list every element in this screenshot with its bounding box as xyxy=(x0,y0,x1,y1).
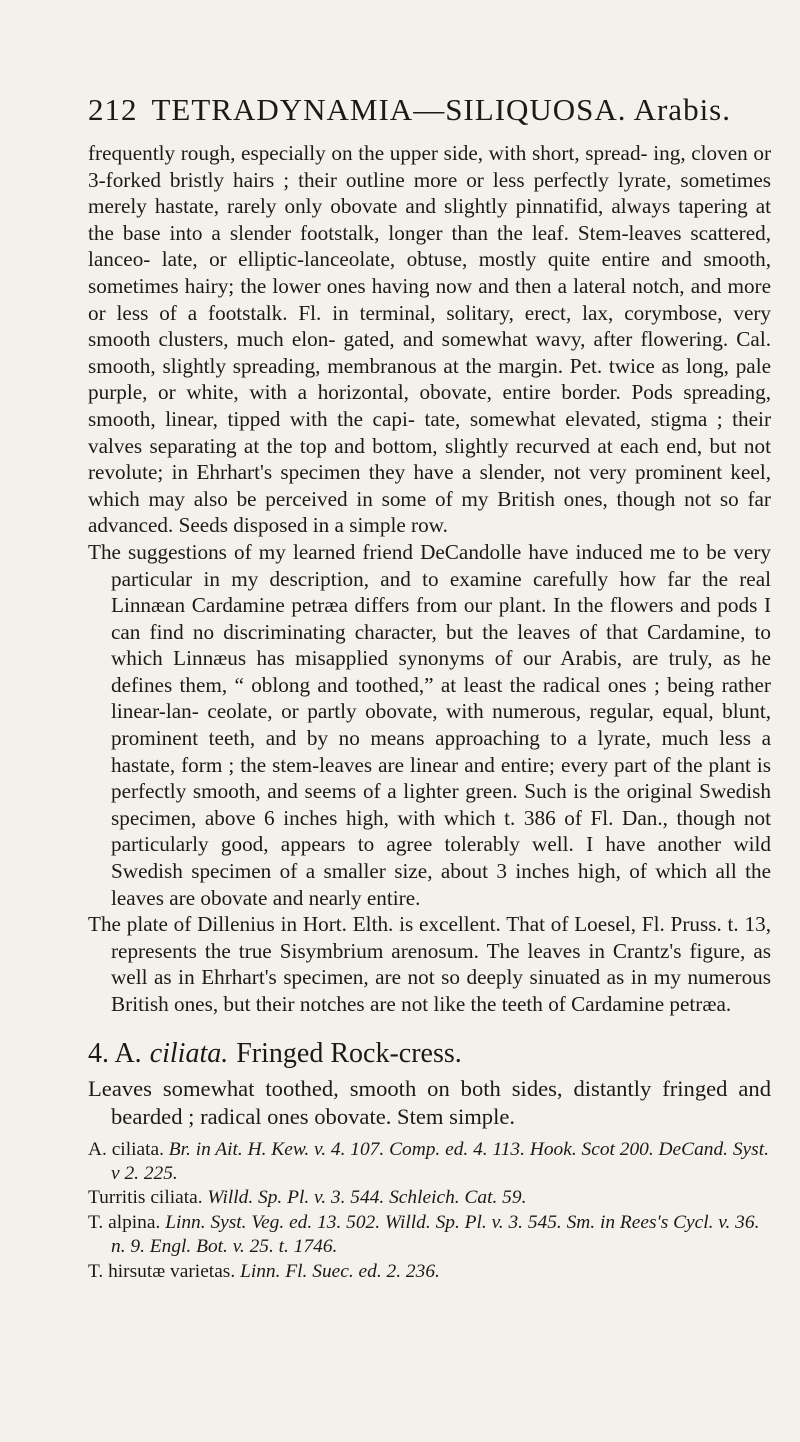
line: tate, somewhat elevated, stigma ; their valves separating at the xyxy=(88,406,772,458)
line: The plate of Dillenius in Hort. Elth. is excellent. That of Loesel, xyxy=(88,912,637,937)
line: long, pale purple, or white, with a horizontal, obovate, entire xyxy=(88,353,771,405)
line: the leaves of that Cardamine, to which Linnæus has misapplied xyxy=(111,619,772,671)
line: not so deeply sinuated as in my numerous British ones, but their xyxy=(111,965,772,1016)
synonym-entry xyxy=(88,1260,771,1284)
synonym-entry xyxy=(88,1138,771,1187)
synonym-reference: Willd. Sp. Pl. v. 3. 544. Schleich. Cat. 59. xyxy=(207,1187,527,1209)
running-header xyxy=(88,92,768,128)
line: ing, cloven or 3-forked bristly hairs ; their outline more or less xyxy=(88,141,772,192)
line: appears to agree tolerably well. I have another wild Swedish xyxy=(111,832,772,884)
line: The suggestions of my learned friend DeCandolle have induced me xyxy=(88,539,676,564)
synonym-entry xyxy=(88,1186,771,1210)
synonym-reference: Br. in Ait. H. Kew. v. 4. 107. Comp. ed. 4. 113. Hook. Scot 200. DeCand. Syst. v 2. 225. xyxy=(111,1138,769,1184)
synonym-name: T. alpina. xyxy=(88,1211,161,1233)
line: slightly spreading, membranous at the margin. Pet. twice as xyxy=(162,353,680,378)
line: perfectly lyrate, sometimes merely hastate, rarely only obovate xyxy=(88,167,771,219)
synonym-reference: Linn. Fl. Suec. ed. 2. 236. xyxy=(240,1260,440,1282)
page-number: 212 xyxy=(88,92,138,127)
line: leaves are obovate and nearly entire. xyxy=(111,885,421,910)
paragraph-decandolle-notes xyxy=(88,539,771,911)
line: gated, and somewhat wavy, after flowering. Cal. smooth, xyxy=(88,327,772,378)
line: to be very particular in my description, and to examine carefully xyxy=(111,539,771,591)
line: smooth, sometimes hairy; the lower ones having now and then xyxy=(88,247,772,298)
line: leaves in Crantz's figure, as well as in Ehrhart's specimen, are xyxy=(111,938,771,990)
synonym-entry xyxy=(88,1211,771,1260)
species-common-name: Fringed Rock-cress. xyxy=(236,1037,462,1069)
synonym-name: T. hirsutæ varietas. xyxy=(88,1260,236,1282)
line: high, with which t. 386 of Fl. Dan., though not particularly good, xyxy=(111,805,772,857)
line: and slightly pinnatifid, always tapering at the base into a slender xyxy=(88,194,772,245)
line: green. Such is the original Swedish specimen, above 6 inches xyxy=(111,779,771,830)
species-number: 4. A. xyxy=(88,1037,142,1069)
line: every part of the plant is perfectly smooth, and seems of a lighter xyxy=(111,752,772,804)
running-title: TETRADYNAMIA—SILIQUOSA. Arabis. xyxy=(151,92,731,127)
line: top and bottom, slightly recurved at each end, but not revolute; xyxy=(88,433,771,485)
line: late, or elliptic-lanceolate, obtuse, mostly quite entire and xyxy=(161,247,692,272)
line: solitary, erect, lax, corymbose, very smooth clusters, much elon- xyxy=(88,300,772,352)
text-body xyxy=(88,140,771,1284)
line: footstalk, longer than the leaf. Stem-leaves scattered, lanceo- xyxy=(88,220,771,272)
paragraph-description xyxy=(88,140,771,539)
species-diagnosis: Leaves somewhat toothed, smooth on both sides, distantly fringed and bearded ; radical ones obovate. Stem simple. xyxy=(88,1075,771,1130)
line: notches are not like the teeth of Cardamine petræa. xyxy=(299,992,732,1016)
line: a lateral notch, and more or less of a footstalk. Fl. in terminal, xyxy=(88,273,772,325)
line: in Ehrhart's specimen they have a slender, not very prominent xyxy=(171,460,723,485)
line: keel, which may also be perceived in some of my British ones, xyxy=(88,460,772,511)
line: and toothed,” at least the radical ones ; being rather linear-lan- xyxy=(111,672,771,724)
line: Fl. Pruss. t. 13, represents the true Sisymbrium arenosum. The xyxy=(111,912,771,963)
line: specimen of a smaller size, about 3 inches high, of which all the xyxy=(191,859,771,884)
line: ceolate, or partly obovate, with numerous, regular, equal, blunt, xyxy=(207,699,771,724)
synonym-name: A. ciliata. xyxy=(88,1138,164,1160)
synonym-reference: Linn. Syst. Veg. ed. 13. 502. Willd. Sp. Pl. v. 3. 545. Sm. in Rees's Cycl. v. 36. n. 9. Engl. Bot. v. 25. t. 1746. xyxy=(111,1211,760,1258)
line: synonyms of our Arabis, are truly, as he defines them, “ oblong xyxy=(111,646,771,697)
line: border. Pods spreading, smooth, linear, tipped with the capi- xyxy=(88,380,772,431)
paragraph-plates-notes xyxy=(88,911,771,1017)
line: frequently rough, especially on the upper side, with short, spread- xyxy=(88,141,648,165)
species-heading xyxy=(88,1037,771,1071)
species-latin-name: ciliata. xyxy=(149,1037,229,1069)
line: prominent teeth, and by no means approaching to a lyrate, much xyxy=(111,726,709,751)
line: how far the real Linnæan Cardamine petræa differs from our plant. xyxy=(111,566,772,618)
line: though not so far advanced. Seeds disposed in a simple row. xyxy=(88,486,771,538)
line: less a hastate, form ; the stem-leaves are linear and entire; xyxy=(111,726,772,777)
synonym-name: Turritis ciliata. xyxy=(88,1187,203,1209)
line: In the flowers and pods I can find no discriminating character, but xyxy=(111,593,772,644)
